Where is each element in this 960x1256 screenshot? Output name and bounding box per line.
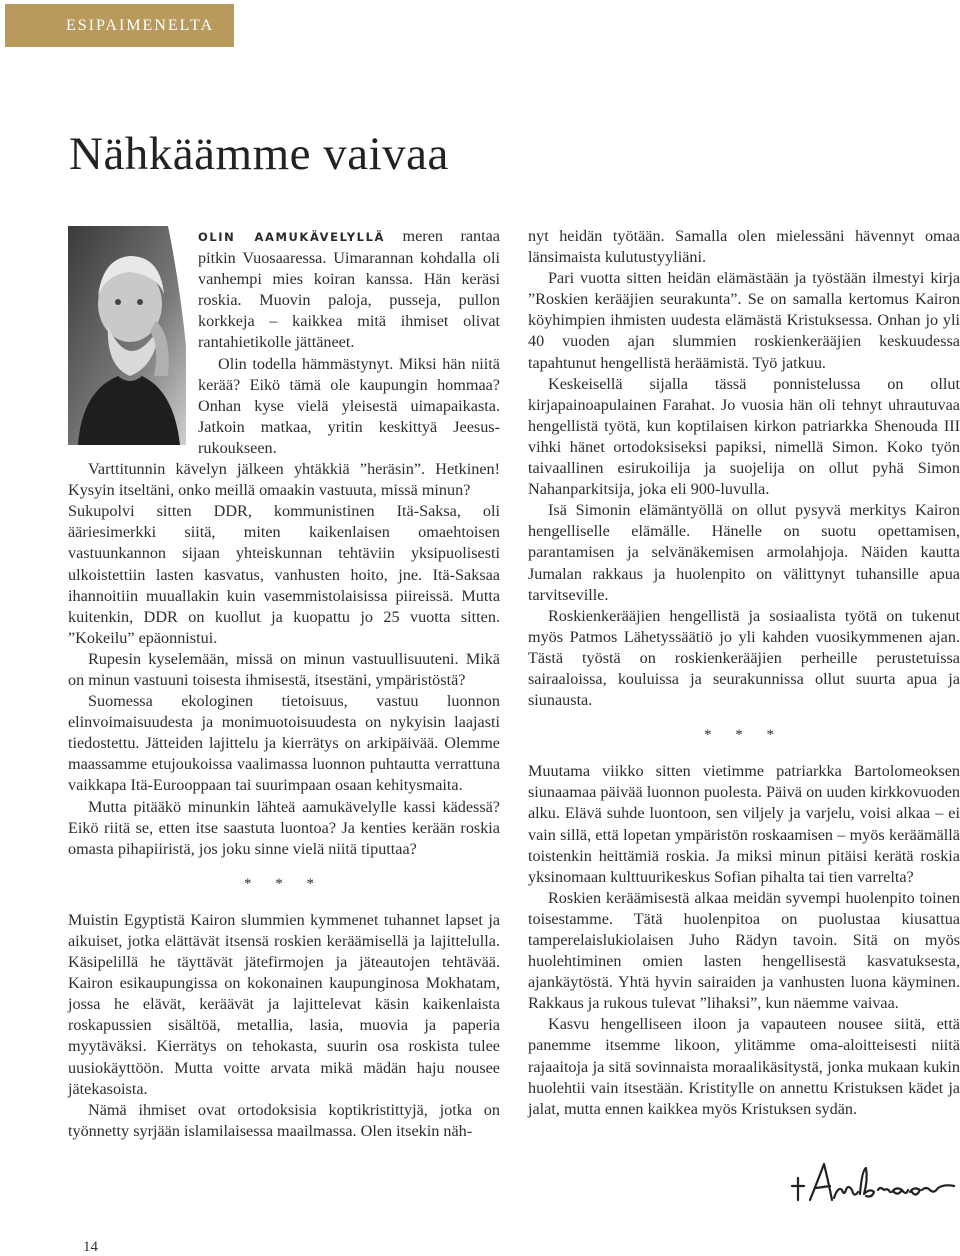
right-column bbox=[528, 226, 960, 1120]
paragraph: Roskienkerääjien hengellistä ja sosiaalista työtä on tukenut myös Patmos Lähetyssäätiö jo yli kahden vuosikymmenen ajan. Tästä työstä on roskienkerääjien perheille perustetuissa sairaaloissa, kouluissa ja seurakunnissa ollut suurta apua ja siunausta. bbox=[528, 606, 960, 710]
paragraph: Kasvu hengelliseen iloon ja vapauteen nousee siitä, että panemme itsemme likoon, ylitämme oma-aloitteisesti niitä rajaaitoja ja sitä sovinnaista moraalikäsitystä, jonka mukaan kukin huolehtii vain itsestään. Kristitylle on annettu Kristuksen kädet ja jalat, mutta ennen kaikkea myös Kristuksen sydän. bbox=[528, 1015, 960, 1118]
paragraph: Varttitunnin kävelyn jälkeen yhtäkkiä ”heräsin”. Hetkinen! Kysyin itseltäni, onko meillä omaakin vastuuta, missä minun? bbox=[68, 460, 500, 500]
paragraph: Nämä ihmiset ovat ortodoksisia koptikristittyjä, jotka on työnnetty syrjään islamilaisessa maailmassa. Olen itsekin näh- bbox=[68, 1100, 500, 1140]
paragraph: nyt heidän työtään. Samalla olen mielessäni hävennyt omaa länsimaista kulutustyyliäni. bbox=[528, 227, 960, 267]
paragraph: Roskien keräämisestä alkaa meidän syvempi huolenpito toinen toisestamme. Tätä huolenpitoa on puolustaa kiusattua tamperelaislukiolaisen Juho Rädyn tavoin. Sitä on myös huolehtiminen omien lasten hengellisestä kasvatuksesta, ajankäytöstä. Yhtä hyvin sairaiden ja vanhusten luona käyminen. Rakkaus ja rukous tulevat ”lihaksi”, kun näemme vaivaa. bbox=[528, 888, 960, 1013]
paragraph: Muutama viikko sitten vietimme patriarkka Bartolomeoksen siunaamaa päivää luonnon puolesta. Päivä on uuden kirkkovuoden alku. Elävä suhde luontoon, sen viljely ja varjelu, voisi alkaa – ei vain sillä, että lopetan ympäristön roskaamisen – myös keräämällä toistenkin heittämiä roskia. Ja miksi minun pitäisi kerätä roskia yksinomaan kulttuurikeskus Sofian pihalta tai tien varrelta? bbox=[528, 762, 960, 886]
section-tab bbox=[5, 4, 234, 47]
paragraph: Keskeisellä sijalla tässä ponnistelussa on ollut kirjapainoapulainen Farahat. Jo vuosia hän oli tehnyt uhrautuvaa hengellistä työtä, kun koptilaisen kirkon patriarkka Shenouda III vihki hänet ortodoksiseksi papiksi, nimellä Simon. Koko työn taivaallinen esirukoilija ja suojelija on ollut pyhä Simon Nahanparkitsija, joka eli 900-luvulla. bbox=[528, 374, 960, 499]
lead-in: OLIN AAMUKÄVELYLLÄ bbox=[198, 230, 386, 244]
left-column bbox=[68, 226, 500, 1142]
handwritten-signature bbox=[788, 1160, 958, 1204]
paragraph: Mutta pitääkö minunkin lähteä aamukävelylle kassi kädessä? Eikö riitä se, etten itse saastuta luontoa? Ja kenties kerään roskia omasta pihapiiristä, jos joku sinne vielä niitä tiputtaa? bbox=[68, 797, 500, 858]
paragraph: Isä Simonin elämäntyöllä on ollut pysyvä merkitys Kairon hengelliselle elämälle. Hänelle on suotu opettamisen, parantamisen ja selvänäkemisen armolahjoja. Näiden kautta Jumalan rakkaus ja huolenpito on välittynyt tuhansille apua tarvitseville. bbox=[528, 501, 960, 604]
paragraph: Olin todella hämmästynyt. Miksi hän niitä kerää? Eikö tämä ole kaupungin hommaa? Onhan kyse vielä yleisestä uimapaikasta. Jatkoin matkaa, yritin keskittyä Jeesus-rukoukseen. bbox=[198, 354, 500, 457]
paragraph: Sukupolvi sitten DDR, kommunistinen Itä-Saksa, oli ääriesimerkki siitä, miten kaikenlaisen omaehtoisen vastuunkannon sijaan yhteiskunnan tehtäviin yksipuolisesti ulkoistettiin lasten kasvatus, vanhusten hoito, jne. Itä-Saksaa ihannoitiin muuallakin kuin vasemmistolaisissa piireissä. Mutta kuitenkin, DDR on kuollut ja kuopattu jo 25 vuotta sitten. ”Kokeilu” epäonnistui. bbox=[68, 502, 500, 647]
section-separator: * * * bbox=[244, 875, 324, 892]
author-portrait bbox=[68, 226, 186, 445]
paragraph: Suomessa ekologinen tietoisuus, vastuu luonnon elinvoimaisuudesta ja monimuotoisuudesta on nykyisin laajasti tiedostettu. Jätteiden lajittelu ja kierrätys on arkipäivää. Olemme maassamme etujoukoissa vaalimassa luonnon puhtautta verrattuna vaikkapa Itä-Eurooppaan tai suurimpaan osaan kehitysmaita. bbox=[68, 692, 500, 795]
paragraph: meren rantaa pitkin Vuosaaressa. Uimarannan kohdalla oli vanhempi mies koiran kanssa. Hän keräsi roskia. Muovin paloja, pusseja, pullon korkkeja – kaikkea mitä ihmiset olivat rantahietikolle jättäneet. bbox=[198, 227, 500, 352]
paragraph: Muistin Egyptistä Kairon slummien kymmenet tuhannet lapset ja aikuiset, jotka elättävät itsensä roskien keräämisellä ja lajittelulla. Käsipelillä he täyttävät jätefirmojen ja jäteautojen tehtävää. Kairon esikaupungissa on kokonainen kaupunginosa Mokhatam, jossa he elävät, keräävät ja lajittelevat käsin kaikenlaista roskapussien sisältöä, metallia, lasia, muovia ja paperia myytäväksi. Kierrätys on tehokasta, suurin osa roskista tulee uusiokäyttöön. Mutta voitte arvata mikä mädän haju nousee jätekasoista. bbox=[68, 910, 500, 1098]
section-label: ESIPAIMENELTA bbox=[66, 17, 214, 34]
article-title: Nähkäämme vaivaa bbox=[69, 128, 449, 180]
paragraph: Rupesin kyselemään, missä on minun vastuullisuuteni. Mikä on minun vastuuni toisesta ihmisestä, itsestäni, ympäristöstä? bbox=[68, 649, 500, 689]
section-separator: * * * bbox=[704, 727, 784, 744]
paragraph: Pari vuotta sitten heidän elämästään ja työstään ilmestyi kirja ”Roskien kerääjien seurakunta”. Se on samalla kertomus Kairon köyhimpien ihmisten uudesta elämästä Kristuksessa. Onhan jo yli 40 vuoden ajan slummien roskienkerääjien keskuudessa tapahtunut hengellistä heräämistä. Työ jatkuu. bbox=[528, 269, 960, 372]
page-number: 14 bbox=[83, 1239, 98, 1255]
